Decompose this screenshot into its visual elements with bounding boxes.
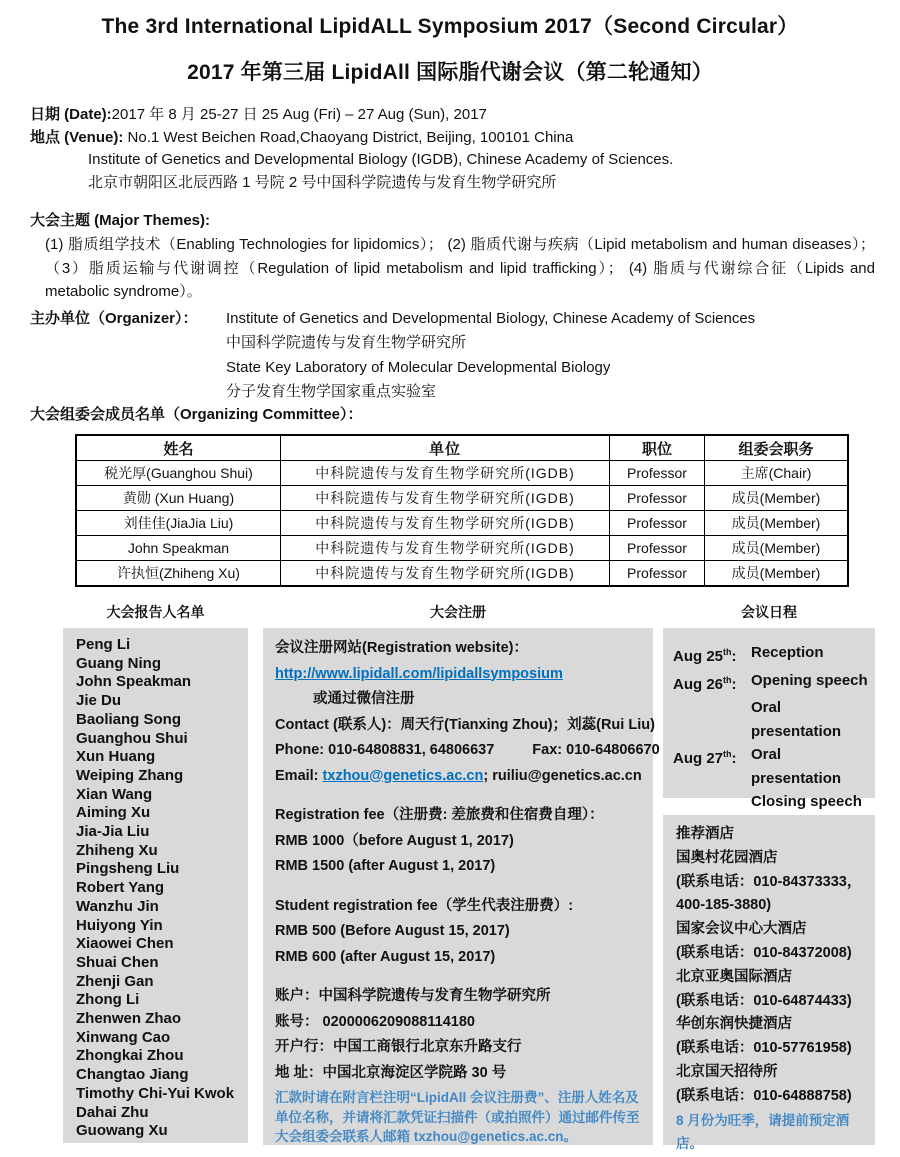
organizer-block: [30, 307, 755, 404]
member-role: 成员(Member): [705, 486, 849, 511]
member-name: John Speakman: [76, 536, 281, 561]
fee-early: RMB 1000（before August 1, 2017): [275, 832, 514, 849]
date-line: [30, 104, 878, 127]
hotel-line: (联系电话：010-84373333，: [676, 873, 862, 890]
fee-label: Registration fee（注册费: 差旅费和住宿费自理）：: [275, 807, 604, 823]
committee-row: [76, 561, 848, 587]
schedule-day: Aug 27th:: [673, 749, 737, 767]
member-org: 中科院遗传与发育生物学研究所(IGDB): [281, 486, 610, 511]
venue-value: No.1 West Beichen Road,Chaoyang District, Beijing, 100101 China: [127, 128, 574, 146]
speakers-list-box: [63, 628, 248, 1143]
contact-line: Contact (联系人)：周天行(Tianxing Zhou)；刘蕊(Rui Liu): [275, 716, 655, 733]
column-header-role: 组委会职务: [705, 435, 849, 461]
speaker-name: Huiyong Yin: [76, 916, 163, 934]
hotel-line: 北京国天招待所: [676, 1063, 778, 1080]
schedule-row: [673, 669, 875, 697]
remittance-note-email: txzhou@genetics.ac.cn: [413, 1129, 564, 1144]
bank-account-number: 账号： 0200006209088114180: [275, 1013, 475, 1030]
date-venue-block: [30, 104, 878, 194]
schedule-row: [673, 641, 875, 669]
speaker-name: Weiping Zhang: [76, 766, 184, 784]
email-line: [275, 764, 643, 790]
speaker-name: Guang Ning: [76, 654, 161, 672]
speaker-name: John Speakman: [76, 673, 192, 691]
committee-row: [76, 511, 848, 536]
schedule-day: Aug 25th:: [673, 647, 737, 665]
venue-institute-line: Institute of Genetics and Developmental Biology (IGDB), Chinese Academy of Sciences.: [88, 151, 674, 169]
registration-website-link[interactable]: http://www.lipidall.com/lipidallsymposium: [275, 665, 563, 682]
schedule-section-header: 会议日程: [741, 604, 797, 620]
registration-section-header: 大会注册: [430, 604, 486, 620]
schedule-day: [673, 790, 751, 814]
member-name: 黄勋 (Xun Huang): [76, 486, 281, 511]
organizer-line: State Key Laboratory of Molecular Developmental Biology: [226, 358, 611, 376]
speaker-name: Pingsheng Liu: [76, 860, 180, 878]
email-label: Email:: [275, 767, 323, 784]
schedule-row: [673, 696, 875, 743]
bank-account-name: 账户：中国科学院遗传与发育生物学研究所: [275, 988, 551, 1004]
schedule-row: [673, 790, 875, 814]
speaker-name: Xian Wang: [76, 785, 153, 803]
speaker-name: Changtao Jiang: [76, 1066, 189, 1084]
registration-website-label: 会议注册网站(Registration website)：: [275, 640, 528, 656]
student-fee-label: Student registration fee（学生代表注册费）:: [275, 897, 574, 914]
speaker-name: Zhenji Gan: [76, 972, 154, 990]
speaker-name: Shuai Chen: [76, 953, 159, 971]
speaker-name: Zhiheng Xu: [76, 841, 158, 859]
speaker-name: Zhenwen Zhao: [76, 1010, 181, 1028]
member-name: 税光厚(Guanghou Shui): [76, 461, 281, 486]
fax-value: Fax: 010-64806670: [532, 742, 660, 758]
schedule-row: [673, 743, 875, 790]
venue-chinese-line: 北京市朝阳区北辰西路 1 号院 2 号中国科学院遗传与发育生物学研究所: [88, 173, 557, 191]
email-secondary: ; ruiliu@genetics.ac.cn: [483, 767, 642, 784]
speaker-name: Zhong Li: [76, 991, 140, 1009]
remittance-note: 汇款时请在附言栏注明“LipidAll 会议注册费”、注册人姓名及单位名称，并请将汇款凭证扫描件（或拍照件）通过邮件传至大会组委会联系人邮箱 txzhou@genetics.ac.cn。: [275, 1090, 640, 1144]
themes-paragraph: (1) 脂质组学技术（Enabling Technologies for lipidomics）； (2) 脂质代谢与疾病（Lipid metabolism and human diseases）； （3）脂质运输与代谢调控（Regulation of lipid metabolism and lipid trafficking）； (4) 脂质与代谢综合征（Lipids and metabolic syndrome）。: [45, 236, 875, 301]
speakers-section-header: 大会报告人名单: [106, 604, 205, 620]
schedule-event: Reception: [751, 644, 824, 661]
hotel-line: (联系电话：010-64874433): [676, 992, 852, 1009]
venue-line: [30, 127, 878, 150]
speaker-name: Timothy Chi-Yui Kwok: [76, 1084, 235, 1102]
document-title-english: The 3rd International LipidALL Symposium 2017（Second Circular）: [101, 15, 799, 38]
phone-fax-line: [275, 738, 660, 764]
member-org: 中科院遗传与发育生物学研究所(IGDB): [281, 536, 610, 561]
speaker-name: Jie Du: [76, 692, 122, 710]
hotels-title: 推荐酒店: [676, 826, 734, 842]
committee-row: [76, 486, 848, 511]
document-title-chinese: 2017 年第三届 LipidAll 国际脂代谢会议（第二轮通知）: [187, 61, 713, 84]
member-title: Professor: [610, 461, 705, 486]
wechat-registration-line: 或通过微信注册: [313, 691, 415, 707]
organizer-line: Institute of Genetics and Developmental Biology, Chinese Academy of Sciences: [226, 310, 756, 327]
date-label: 日期 (Date):: [30, 106, 112, 123]
email-link[interactable]: txzhou@genetics.ac.cn: [322, 767, 484, 784]
member-title: Professor: [610, 511, 705, 536]
speaker-name: Guowang Xu: [76, 1122, 168, 1140]
hotel-line: (联系电话：010-64888758): [676, 1087, 852, 1104]
column-header-name: 姓名: [76, 435, 281, 461]
organizer-line: 中国科学院遗传与发育生物学研究所: [226, 334, 467, 352]
speaker-name: Guanghou Shui: [76, 729, 188, 747]
schedule-event: Oral presentation: [751, 699, 842, 740]
speaker-name: Jia-Jia Liu: [76, 823, 150, 841]
organizer-lines: [226, 307, 755, 404]
member-role: 成员(Member): [705, 511, 849, 536]
phone-value: Phone: 010-64808831, 64806637: [275, 742, 495, 758]
speaker-name: Xinwang Cao: [76, 1028, 171, 1046]
hotels-box: [663, 815, 875, 1152]
member-name: 刘佳佳(JiaJia Liu): [76, 511, 281, 536]
date-value: 2017 年 8 月 25-27 日 25 Aug (Fri) – 27 Aug (Sun), 2017: [111, 106, 487, 123]
member-org: 中科院遗传与发育生物学研究所(IGDB): [281, 461, 610, 486]
speaker-name: Wanzhu Jin: [76, 897, 159, 915]
organizer-line: 分子发育生物学国家重点实验室: [226, 382, 437, 400]
student-fee-early: RMB 500 (Before August 15, 2017): [275, 923, 510, 939]
fee-late: RMB 1500 (after August 1, 2017): [275, 858, 496, 874]
committee-row: [76, 461, 848, 486]
hotel-line: 400-185-3880): [676, 897, 772, 914]
committee-label: 大会组委会成员名单（Organizing Committee）：: [30, 406, 363, 423]
hotel-line: 北京亚奥国际酒店: [676, 968, 792, 985]
registration-box: [263, 628, 660, 1145]
hotel-line: 华创东润快捷酒店: [676, 1016, 792, 1033]
student-fee-late: RMB 600 (after August 15, 2017): [275, 948, 496, 965]
speaker-name: Baoliang Song: [76, 710, 181, 728]
schedule-event: Closing speech: [751, 793, 862, 810]
speaker-name: Peng Li: [76, 636, 131, 653]
hotels-peak-season-note: 8 月份为旺季，请提前预定酒店。: [676, 1112, 850, 1152]
hotel-line: (联系电话：010-84372008): [676, 944, 852, 961]
schedule-box: [663, 628, 875, 810]
member-title: Professor: [610, 486, 705, 511]
committee-header-row: [76, 435, 848, 461]
member-role: 成员(Member): [705, 561, 849, 587]
speaker-name: Zhongkai Zhou: [76, 1047, 184, 1065]
bank-address: 地 址：中国北京海淀区学院路 30 号: [275, 1064, 507, 1081]
hotel-line: 国家会议中心大酒店: [676, 921, 807, 938]
hotels-lines: [676, 847, 875, 1109]
column-header-title: 职位: [610, 435, 705, 461]
member-org: 中科院遗传与发育生物学研究所(IGDB): [281, 561, 610, 587]
bank-branch: 开户行：中国工商银行北京东升路支行: [275, 1039, 522, 1055]
speaker-name: Xiaowei Chen: [76, 935, 174, 953]
member-title: Professor: [610, 561, 705, 587]
schedule-event: Oral presentation: [751, 746, 842, 787]
organizer-label: 主办单位（Organizer）：: [30, 310, 198, 327]
themes-label: 大会主题 (Major Themes):: [30, 212, 211, 229]
member-role: 成员(Member): [705, 536, 849, 561]
hotel-line: 国奥村花园酒店: [676, 849, 778, 866]
member-name: 许执恒(Zhiheng Xu): [76, 561, 281, 587]
organizing-committee-table: [75, 434, 849, 587]
schedule-day: Aug 26th:: [673, 674, 737, 693]
column-header-org: 单位: [281, 435, 610, 461]
schedule-event: Opening speech: [751, 671, 868, 689]
hotel-line: (联系电话：010-57761958): [676, 1040, 852, 1057]
speaker-name: Robert Yang: [76, 879, 165, 897]
venue-label: 地点 (Venue):: [30, 128, 124, 146]
member-title: Professor: [610, 536, 705, 561]
speaker-name: Dahai Zhu: [76, 1103, 149, 1121]
member-role: 主席(Chair): [705, 461, 849, 486]
member-org: 中科院遗传与发育生物学研究所(IGDB): [281, 511, 610, 536]
committee-row: [76, 536, 848, 561]
schedule-day: [673, 696, 751, 743]
speaker-name: Xun Huang: [76, 748, 156, 766]
speaker-name: Aiming Xu: [76, 804, 151, 822]
